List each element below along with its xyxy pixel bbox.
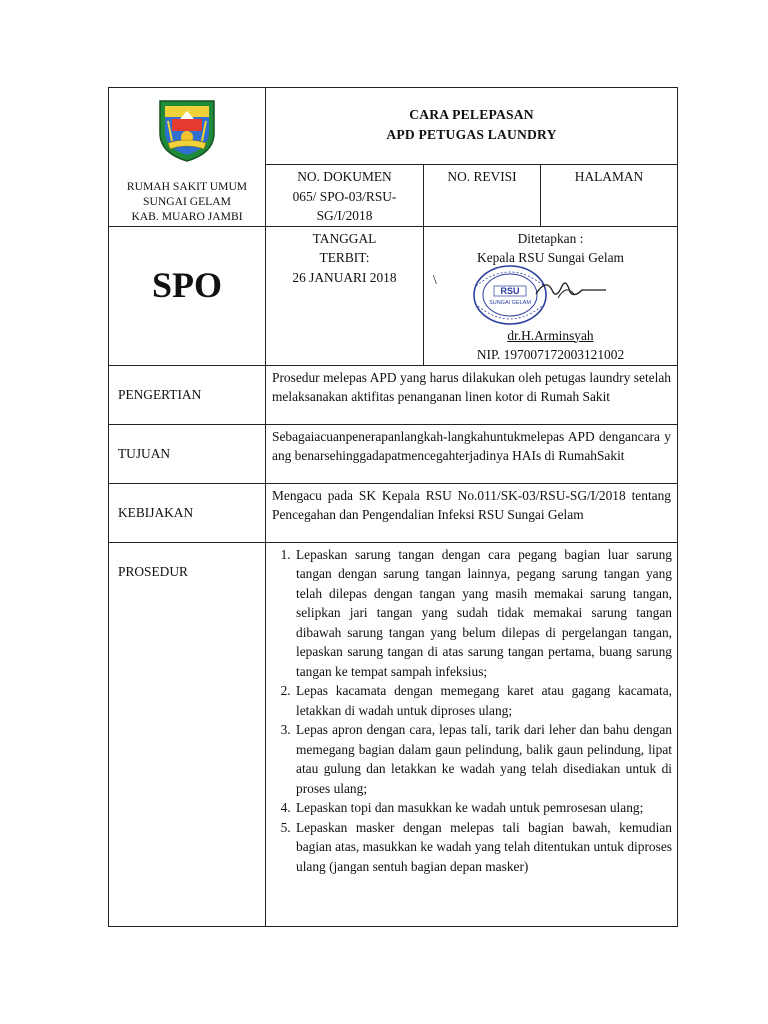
regency-emblem-icon	[154, 97, 220, 163]
no-dokumen-label: NO. DOKUMEN	[297, 169, 392, 184]
backslash-mark: \	[433, 271, 437, 287]
tujuan-label: TUJUAN	[109, 424, 266, 483]
hospital-stamp-icon	[466, 264, 616, 326]
title-line-2: APD PETUGAS LAUNDRY	[386, 126, 557, 142]
approver-name: dr.H.Arminsyah	[507, 327, 594, 343]
no-dokumen-value: 065/ SPO-03/RSU-SG/I/2018	[292, 188, 397, 223]
spo-label: SPO	[151, 264, 222, 305]
prosedur-label: PROSEDUR	[109, 542, 266, 926]
prosedur-list	[266, 545, 677, 877]
prosedur-step: 2. Lepas kacamata dengan memegang karet atau gagang kacamata, letakkan di wadah untuk diproses ulang;	[294, 681, 672, 720]
institution-line-3: KAB. MUARO JAMBI	[131, 210, 243, 223]
approval-cell	[424, 226, 678, 365]
terbit-label: TERBIT:	[319, 250, 370, 265]
prosedur-step: 4. Lepaskan topi dan masukkan ke wadah untuk pemrosesan ulang;	[294, 798, 672, 818]
pengertian-label: PENGERTIAN	[109, 365, 266, 424]
stamp-text: RSU	[500, 285, 520, 296]
tanggal-value: 26 JANUARI 2018	[292, 269, 397, 285]
tanggal-cell	[266, 226, 424, 365]
spo-cell	[109, 226, 266, 365]
prosedur-cell	[266, 542, 678, 926]
no-dokumen-cell	[266, 165, 424, 227]
kebijakan-text: Mengacu pada SK Kepala RSU No.011/SK-03/RSU-SG/I/2018 tentang Pencegahan dan Pengendalian Infeksi RSU Sungai Gelam	[266, 483, 678, 542]
halaman-label: HALAMAN	[574, 169, 644, 184]
institution-line-1: RUMAH SAKIT UMUM	[126, 180, 248, 193]
institution-line-2: SUNGAI GELAM	[143, 195, 231, 208]
institution-cell	[109, 88, 266, 227]
ditetapkan-label: Ditetapkan :	[517, 230, 584, 246]
prosedur-step: 5. Lepaskan masker dengan melepas tali bagian bawah, kemudian bagian atas, masukkan ke wadah yang telah ditentukan untuk diproses ulang (jangan sentuh bagian depan masker)	[294, 818, 672, 877]
approver-position: Kepala RSU Sungai Gelam	[477, 250, 624, 265]
tanggal-label: TANGGAL	[312, 230, 377, 246]
tujuan-text: Sebagaiacuanpenerapanlangkah-langkahuntukmelepas APD dengancara yang benarsehinggadapatmencegahterjadinya HAIs di RumahSakit	[266, 424, 678, 483]
prosedur-step: 1. Lepaskan sarung tangan dengan cara pegang bagian luar sarung tangan dengan sarung tangan lainnya, pegang sarung tangan yang telah dilepas dengan tangan yang masih memakai sarung tangan, selipkan jari tangan yang sudah tidak memakai sarung tangan dibawah sarung tangan yang belum dilepas di pergelangan tangan, lepaskan sarung tangan di atas sarung tangan pertama, buang sarung tangan ke tempat sampah infeksius;	[294, 545, 672, 682]
document-title	[266, 88, 678, 165]
stamp-subtext: SUNGAI GELAM	[489, 299, 531, 306]
prosedur-step: 3. Lepas apron dengan cara, lepas tali, tarik dari leher dan bahu dengan memegang bagian dalam gaun pelindung, balik gaun pelindung, lipat atau gulung dan letakkan ke wadah yang telah disediakan untuk di proses ulang;	[294, 720, 672, 798]
no-revisi-cell	[424, 165, 541, 227]
kebijakan-label: KEBIJAKAN	[109, 483, 266, 542]
no-revisi-label: NO. REVISI	[447, 169, 517, 184]
pengertian-text: Prosedur melepas APD yang harus dilakukan oleh petugas laundry setelah melaksanakan aktifitas penanganan linen kotor di Rumah Sakit	[266, 365, 678, 424]
spo-table	[108, 87, 678, 927]
stamp-area	[428, 268, 673, 328]
spo-document	[108, 87, 677, 927]
title-line-1: CARA PELEPASAN	[409, 107, 534, 122]
approver-nip: NIP. 197007172003121002	[476, 347, 625, 362]
halaman-cell	[541, 165, 678, 227]
